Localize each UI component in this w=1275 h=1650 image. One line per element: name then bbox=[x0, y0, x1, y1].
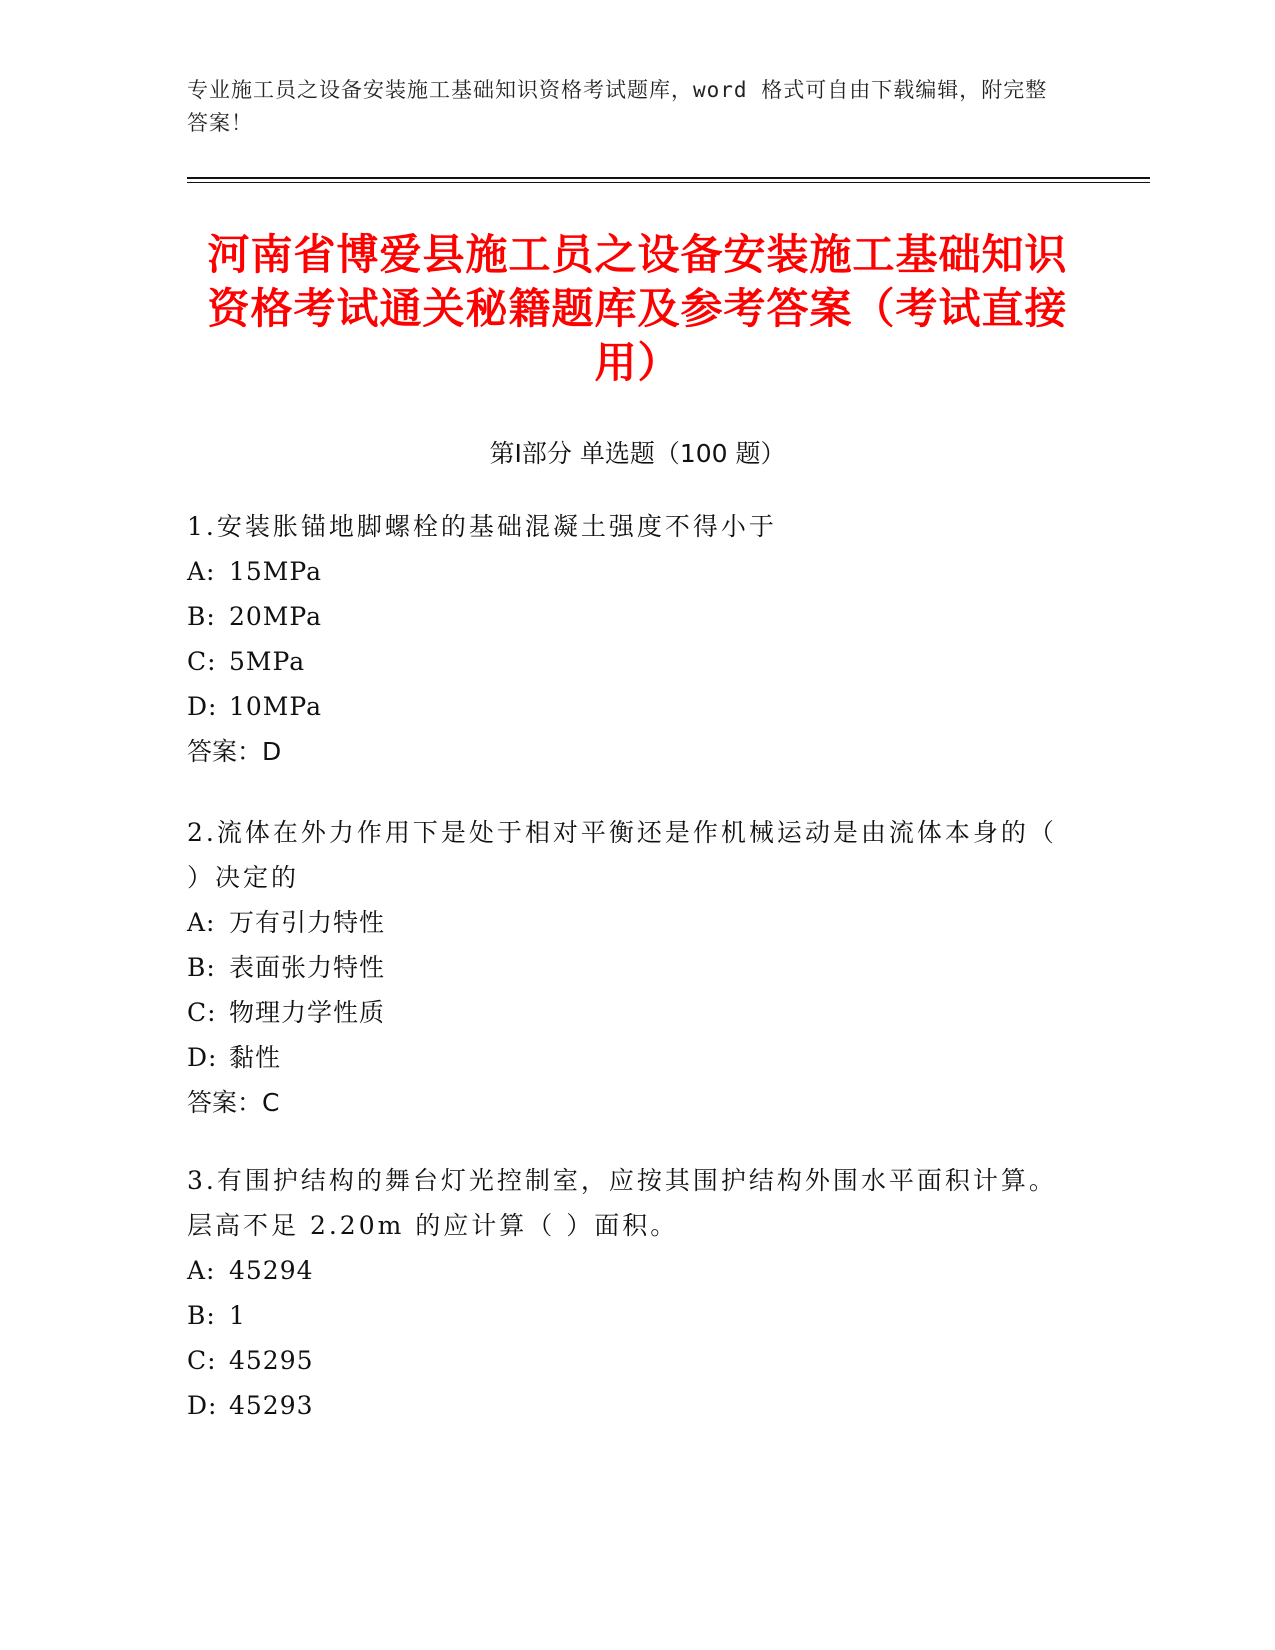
option-a bbox=[187, 549, 1067, 594]
option-letter: B: bbox=[187, 602, 216, 631]
question-3 bbox=[187, 1158, 1067, 1428]
option-text: 10MPa bbox=[229, 692, 323, 721]
header-divider-thick bbox=[187, 177, 1150, 179]
option-letter: B: bbox=[187, 953, 216, 982]
question-2 bbox=[187, 810, 1067, 1125]
option-text: 物理力学性质 bbox=[229, 998, 386, 1027]
option-text: 20MPa bbox=[229, 602, 323, 631]
question-stem: 1.安装胀锚地脚螺栓的基础混凝土强度不得小于 bbox=[187, 512, 777, 541]
option-letter: D: bbox=[187, 1391, 218, 1420]
option-c bbox=[187, 1338, 1067, 1383]
option-letter: D: bbox=[187, 692, 218, 721]
option-letter: A: bbox=[187, 557, 216, 586]
option-a bbox=[187, 1248, 1067, 1293]
option-text: 万有引力特性 bbox=[229, 908, 386, 937]
option-d bbox=[187, 684, 1067, 729]
option-letter: B: bbox=[187, 1301, 216, 1330]
option-text: 5MPa bbox=[229, 647, 306, 676]
option-text: 45295 bbox=[229, 1346, 314, 1375]
option-d bbox=[187, 1383, 1067, 1428]
option-a bbox=[187, 900, 1067, 945]
question-stem: 2.流体在外力作用下是处于相对平衡还是作机械运动是由流体本身的（ ）决定的 bbox=[187, 818, 1057, 892]
section-heading: 第Ⅰ部分 单选题（100 题） bbox=[489, 439, 786, 468]
header-note: 专业施工员之设备安装施工基础知识资格考试题库，word 格式可自由下载编辑，附完整答案！ bbox=[187, 78, 1048, 135]
option-b bbox=[187, 594, 1067, 639]
option-c bbox=[187, 639, 1067, 684]
option-text: 15MPa bbox=[229, 557, 323, 586]
option-letter: C: bbox=[187, 1346, 217, 1375]
option-letter: D: bbox=[187, 1043, 218, 1072]
option-letter: A: bbox=[187, 908, 216, 937]
option-letter: C: bbox=[187, 998, 217, 1027]
option-letter: A: bbox=[187, 1256, 216, 1285]
question-1 bbox=[187, 504, 1067, 774]
answer-line: 答案：C bbox=[187, 1088, 280, 1117]
option-text: 表面张力特性 bbox=[229, 953, 386, 982]
option-c bbox=[187, 990, 1067, 1035]
option-text: 45293 bbox=[229, 1391, 314, 1420]
header-divider-thin bbox=[187, 182, 1150, 183]
option-d bbox=[187, 1035, 1067, 1080]
option-letter: C: bbox=[187, 647, 217, 676]
option-text: 黏性 bbox=[229, 1043, 282, 1072]
option-b bbox=[187, 945, 1067, 990]
document-title: 河南省博爱县施工员之设备安装施工基础知识资格考试通关秘籍题库及参考答案（考试直接用） bbox=[207, 230, 1068, 387]
option-text: 1 bbox=[229, 1301, 246, 1330]
answer-line: 答案：D bbox=[187, 737, 282, 766]
option-b bbox=[187, 1293, 1067, 1338]
option-text: 45294 bbox=[229, 1256, 314, 1285]
question-stem: 3.有围护结构的舞台灯光控制室，应按其围护结构外围水平面积计算。层高不足 2.20m 的应计算（ ）面积。 bbox=[187, 1166, 1057, 1240]
